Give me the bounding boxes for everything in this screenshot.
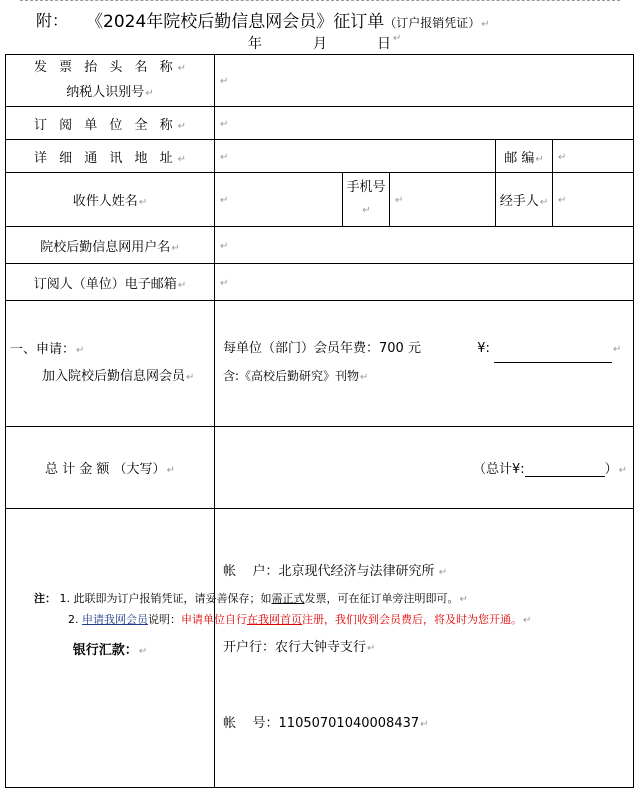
apply-line2: 加入院校后勤信息网会员 [42, 368, 186, 384]
date-line: 年 月 日 ↵ [248, 33, 402, 52]
note-2: 2. 申请我网会员说明：申请单位自行在我网首页注册，我们收到会员费后，将及时为您开通。↵ [68, 613, 532, 626]
recipient-field[interactable]: ↵ [215, 173, 343, 227]
postcode-field[interactable]: ↵ [553, 140, 634, 173]
subscription-form-table: 发 票 抬 头 名 称↵ 纳税人识别号↵ ↵ 订 阅 单 位 全 称↵ ↵ 详 细 通 讯 地 址↵ ↵ 邮 编↵ ↵ 收件人姓名↵ ↵ 手机号↵ ↵ 经手人↵ ↵ 院校后勤信息网用户名↵ ↵ 订阅人（单位）电子邮箱↵ ↵ 一、申请：↵ 加入院校后勤信息网会员↵ 每单位（部门）会员年费：700 元 ¥: ↵ 含:《高校后勤研究》刊物↵ 总 计 金 额 （大写）↵ （总计¥: ）↵ 银行汇款：↵ 帐 户：北京现代经济与法律研究所 ↵ 开户行：农行大钟寺支行↵ 帐 号：11050701040008437↵ [5, 54, 634, 788]
taxpayer-id-label: 纳税人识别号 [66, 84, 145, 100]
title-subtitle: （订户报销凭证） [384, 16, 481, 30]
apply-line1: 一、申请： [10, 341, 76, 357]
subscriber-name-field[interactable]: ↵ [215, 107, 634, 140]
email-field[interactable]: ↵ [215, 264, 634, 301]
total-sum-prefix: （总计¥: [472, 462, 525, 477]
notes-section [34, 589, 531, 631]
invoice-title-label: 发 票 抬 头 名 称 [33, 59, 177, 75]
fee-amount-line[interactable] [494, 336, 612, 363]
handler-label: 经手人 [499, 194, 539, 209]
form-title: 附： 《2024年院校后勤信息网会员》征订单（订户报销凭证）↵ [0, 6, 639, 30]
date-day: 日 [377, 36, 391, 52]
account-number: 帐 号：11050701040008437 [223, 716, 420, 731]
total-label: 总 计 金 额 （大写） [45, 462, 166, 477]
title-prefix: 附： [36, 11, 69, 30]
invoice-title-field[interactable]: ↵ [215, 55, 634, 107]
yen-label: ¥: [477, 341, 490, 356]
bank-label: 银行汇款： [72, 642, 138, 658]
title-main: 《2024年院校后勤信息网会员》征订单 [86, 12, 385, 32]
date-month: 月 [313, 36, 327, 52]
total-sum-suffix: ） [604, 462, 618, 477]
fee-text: 每单位（部门）会员年费：700 元 [223, 341, 421, 356]
account-name: 帐 户：北京现代经济与法律研究所 [223, 564, 435, 579]
postcode-label: 邮 编 [504, 150, 535, 166]
note-1: 注： 1. 此联即为订户报销凭证，请妥善保存；如需正式发票，可在征订单旁注明即可。↵ [34, 592, 468, 605]
handler-field[interactable]: ↵ [553, 173, 634, 227]
includes-text: 含:《高校后勤研究》刊物 [223, 369, 360, 383]
recipient-label: 收件人姓名 [72, 194, 138, 209]
address-field[interactable]: ↵ [215, 140, 496, 173]
address-label: 详 细 通 讯 地 址 [33, 150, 177, 166]
email-label: 订阅人（单位）电子邮箱 [33, 276, 177, 292]
total-sum-line[interactable] [525, 461, 605, 477]
mobile-field[interactable]: ↵ [390, 173, 496, 227]
top-dashed-line [20, 0, 620, 1]
mobile-label: 手机号 [346, 180, 386, 195]
subscriber-name-label: 订 阅 单 位 全 称 [33, 117, 177, 133]
username-field[interactable]: ↵ [215, 227, 634, 264]
username-label: 院校后勤信息网用户名 [40, 239, 171, 255]
bank-name: 开户行：农行大钟寺支行 [223, 640, 367, 655]
date-year: 年 [248, 36, 262, 52]
